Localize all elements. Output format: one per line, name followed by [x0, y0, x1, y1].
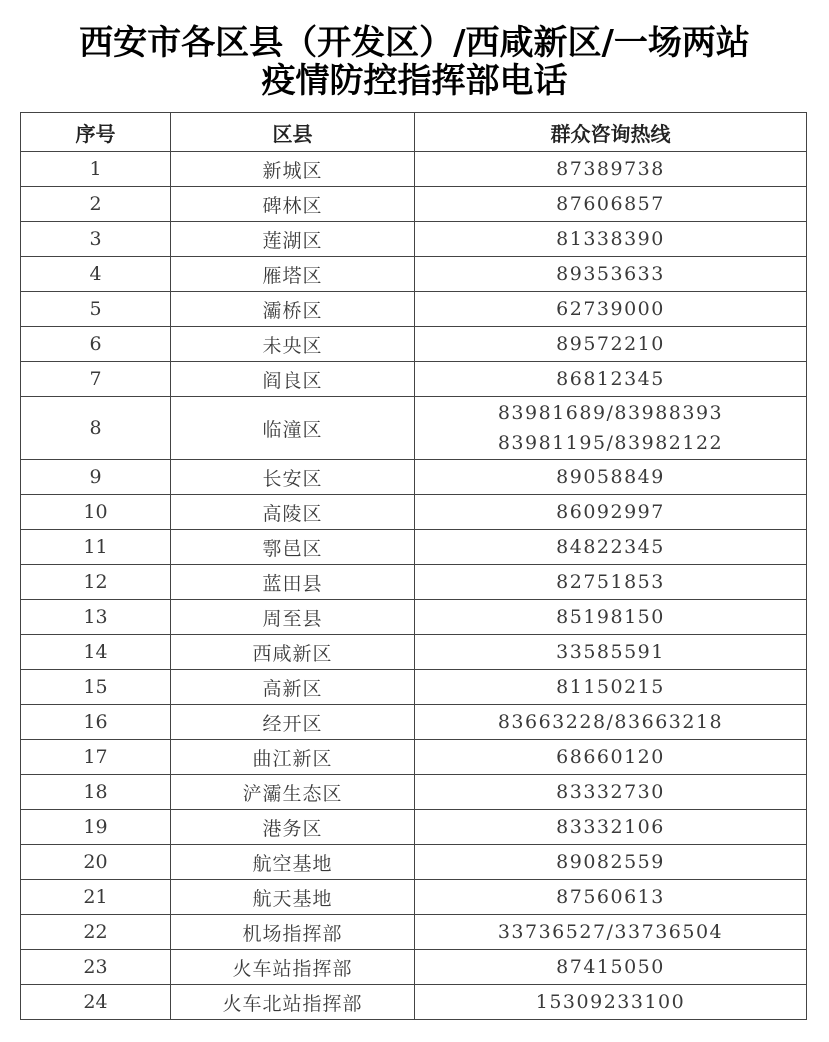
- row-hotline: [415, 705, 807, 740]
- hotline-number: 82751853: [556, 571, 665, 593]
- table-row: [21, 327, 807, 362]
- hotline-number: 84822345: [556, 536, 665, 558]
- table-row: [21, 152, 807, 187]
- row-hotline: [415, 460, 807, 495]
- table-row: [21, 495, 807, 530]
- hotline-number: 83981195/83982122: [497, 432, 724, 454]
- row-hotline: [415, 810, 807, 845]
- row-hotline: [415, 495, 807, 530]
- row-district: 阎良区: [171, 362, 415, 397]
- hotline-number: 89082559: [556, 851, 665, 873]
- row-hotline: [415, 257, 807, 292]
- hotline-number: 83981689/83988393: [497, 402, 724, 424]
- table-row: [21, 845, 807, 880]
- row-serial-number: 5: [21, 292, 171, 327]
- row-serial-number: 13: [21, 600, 171, 635]
- row-district: 临潼区: [171, 397, 415, 460]
- row-hotline: [415, 292, 807, 327]
- row-hotline: [415, 397, 807, 460]
- row-serial-number: 11: [21, 530, 171, 565]
- row-serial-number: 2: [21, 187, 171, 222]
- row-district: 高新区: [171, 670, 415, 705]
- row-serial-number: 18: [21, 775, 171, 810]
- row-hotline: [415, 530, 807, 565]
- table-row: [21, 397, 807, 460]
- table-row: [21, 775, 807, 810]
- row-serial-number: 23: [21, 950, 171, 985]
- table-row: [21, 810, 807, 845]
- row-district: 西咸新区: [171, 635, 415, 670]
- row-serial-number: 4: [21, 257, 171, 292]
- hotline-number: 87560613: [556, 886, 665, 908]
- row-district: 高陵区: [171, 495, 415, 530]
- hotline-number: 81338390: [556, 228, 665, 250]
- row-hotline: [415, 775, 807, 810]
- row-district: 航天基地: [171, 880, 415, 915]
- row-district: 长安区: [171, 460, 415, 495]
- table-row: [21, 565, 807, 600]
- hotline-number: 15309233100: [535, 991, 686, 1013]
- hotline-number: 83332730: [556, 781, 665, 803]
- row-hotline: [415, 362, 807, 397]
- row-serial-number: 6: [21, 327, 171, 362]
- row-hotline: [415, 845, 807, 880]
- hotline-number: 83332106: [556, 816, 665, 838]
- row-serial-number: 3: [21, 222, 171, 257]
- row-serial-number: 14: [21, 635, 171, 670]
- row-district: 火车北站指挥部: [171, 985, 415, 1020]
- table-header-row: [21, 113, 807, 152]
- row-hotline: [415, 950, 807, 985]
- row-serial-number: 10: [21, 495, 171, 530]
- hotline-table: [20, 112, 807, 1020]
- table-row: [21, 257, 807, 292]
- row-serial-number: 8: [21, 397, 171, 460]
- row-serial-number: 16: [21, 705, 171, 740]
- row-district: 雁塔区: [171, 257, 415, 292]
- row-district: 鄠邑区: [171, 530, 415, 565]
- hotline-number: 87389738: [556, 158, 665, 180]
- hotline-number: 85198150: [556, 606, 665, 628]
- row-hotline: [415, 152, 807, 187]
- row-hotline: [415, 880, 807, 915]
- row-district: 未央区: [171, 327, 415, 362]
- row-district: 航空基地: [171, 845, 415, 880]
- row-district: 碑林区: [171, 187, 415, 222]
- table-row: [21, 915, 807, 950]
- hotline-number: 86092997: [556, 501, 665, 523]
- hotline-number: 81150215: [556, 676, 665, 698]
- row-serial-number: 17: [21, 740, 171, 775]
- table-row: [21, 292, 807, 327]
- row-serial-number: 20: [21, 845, 171, 880]
- table-row: [21, 600, 807, 635]
- row-serial-number: 22: [21, 915, 171, 950]
- row-serial-number: 24: [21, 985, 171, 1020]
- table-row: [21, 362, 807, 397]
- header-serial-number: 序号: [21, 113, 171, 152]
- row-district: 周至县: [171, 600, 415, 635]
- table-row: [21, 222, 807, 257]
- row-district: 蓝田县: [171, 565, 415, 600]
- table-row: [21, 705, 807, 740]
- hotline-number: 86812345: [556, 368, 665, 390]
- header-district: 区县: [171, 113, 415, 152]
- row-hotline: [415, 565, 807, 600]
- row-district: 灞桥区: [171, 292, 415, 327]
- hotline-number: 33585591: [556, 641, 665, 663]
- page-title-line-1: 西安市各区县（开发区）/西咸新区/一场两站: [79, 23, 750, 63]
- row-district: 曲江新区: [171, 740, 415, 775]
- row-serial-number: 9: [21, 460, 171, 495]
- hotline-number: 62739000: [556, 298, 665, 320]
- hotline-number: 87606857: [556, 193, 665, 215]
- row-hotline: [415, 635, 807, 670]
- row-hotline: [415, 600, 807, 635]
- row-hotline: [415, 670, 807, 705]
- row-serial-number: 1: [21, 152, 171, 187]
- row-district: 机场指挥部: [171, 915, 415, 950]
- hotline-number: 83663228/83663218: [497, 711, 724, 733]
- table-row: [21, 950, 807, 985]
- table-row: [21, 880, 807, 915]
- table-row: [21, 985, 807, 1020]
- row-hotline: [415, 740, 807, 775]
- row-serial-number: 12: [21, 565, 171, 600]
- row-hotline: [415, 187, 807, 222]
- row-hotline: [415, 985, 807, 1020]
- table-row: [21, 530, 807, 565]
- table-row: [21, 460, 807, 495]
- hotline-number: 68660120: [556, 746, 665, 768]
- row-serial-number: 21: [21, 880, 171, 915]
- row-serial-number: 15: [21, 670, 171, 705]
- row-district: 莲湖区: [171, 222, 415, 257]
- table-row: [21, 187, 807, 222]
- row-hotline: [415, 915, 807, 950]
- row-district: 新城区: [171, 152, 415, 187]
- header-hotline: 群众咨询热线: [415, 113, 807, 152]
- row-serial-number: 7: [21, 362, 171, 397]
- row-district: 浐灞生态区: [171, 775, 415, 810]
- hotline-number: 87415050: [556, 956, 665, 978]
- row-hotline: [415, 327, 807, 362]
- hotline-number: 89058849: [556, 466, 665, 488]
- page-title-line-2: 疫情防控指挥部电话: [261, 61, 568, 101]
- row-district: 经开区: [171, 705, 415, 740]
- row-district: 港务区: [171, 810, 415, 845]
- row-hotline: [415, 222, 807, 257]
- table-row: [21, 635, 807, 670]
- row-district: 火车站指挥部: [171, 950, 415, 985]
- table-row: [21, 740, 807, 775]
- table-body: [21, 152, 807, 1020]
- row-serial-number: 19: [21, 810, 171, 845]
- table-row: [21, 670, 807, 705]
- hotline-number: 89572210: [556, 333, 665, 355]
- hotline-number: 89353633: [556, 263, 665, 285]
- hotline-number: 33736527/33736504: [497, 921, 724, 943]
